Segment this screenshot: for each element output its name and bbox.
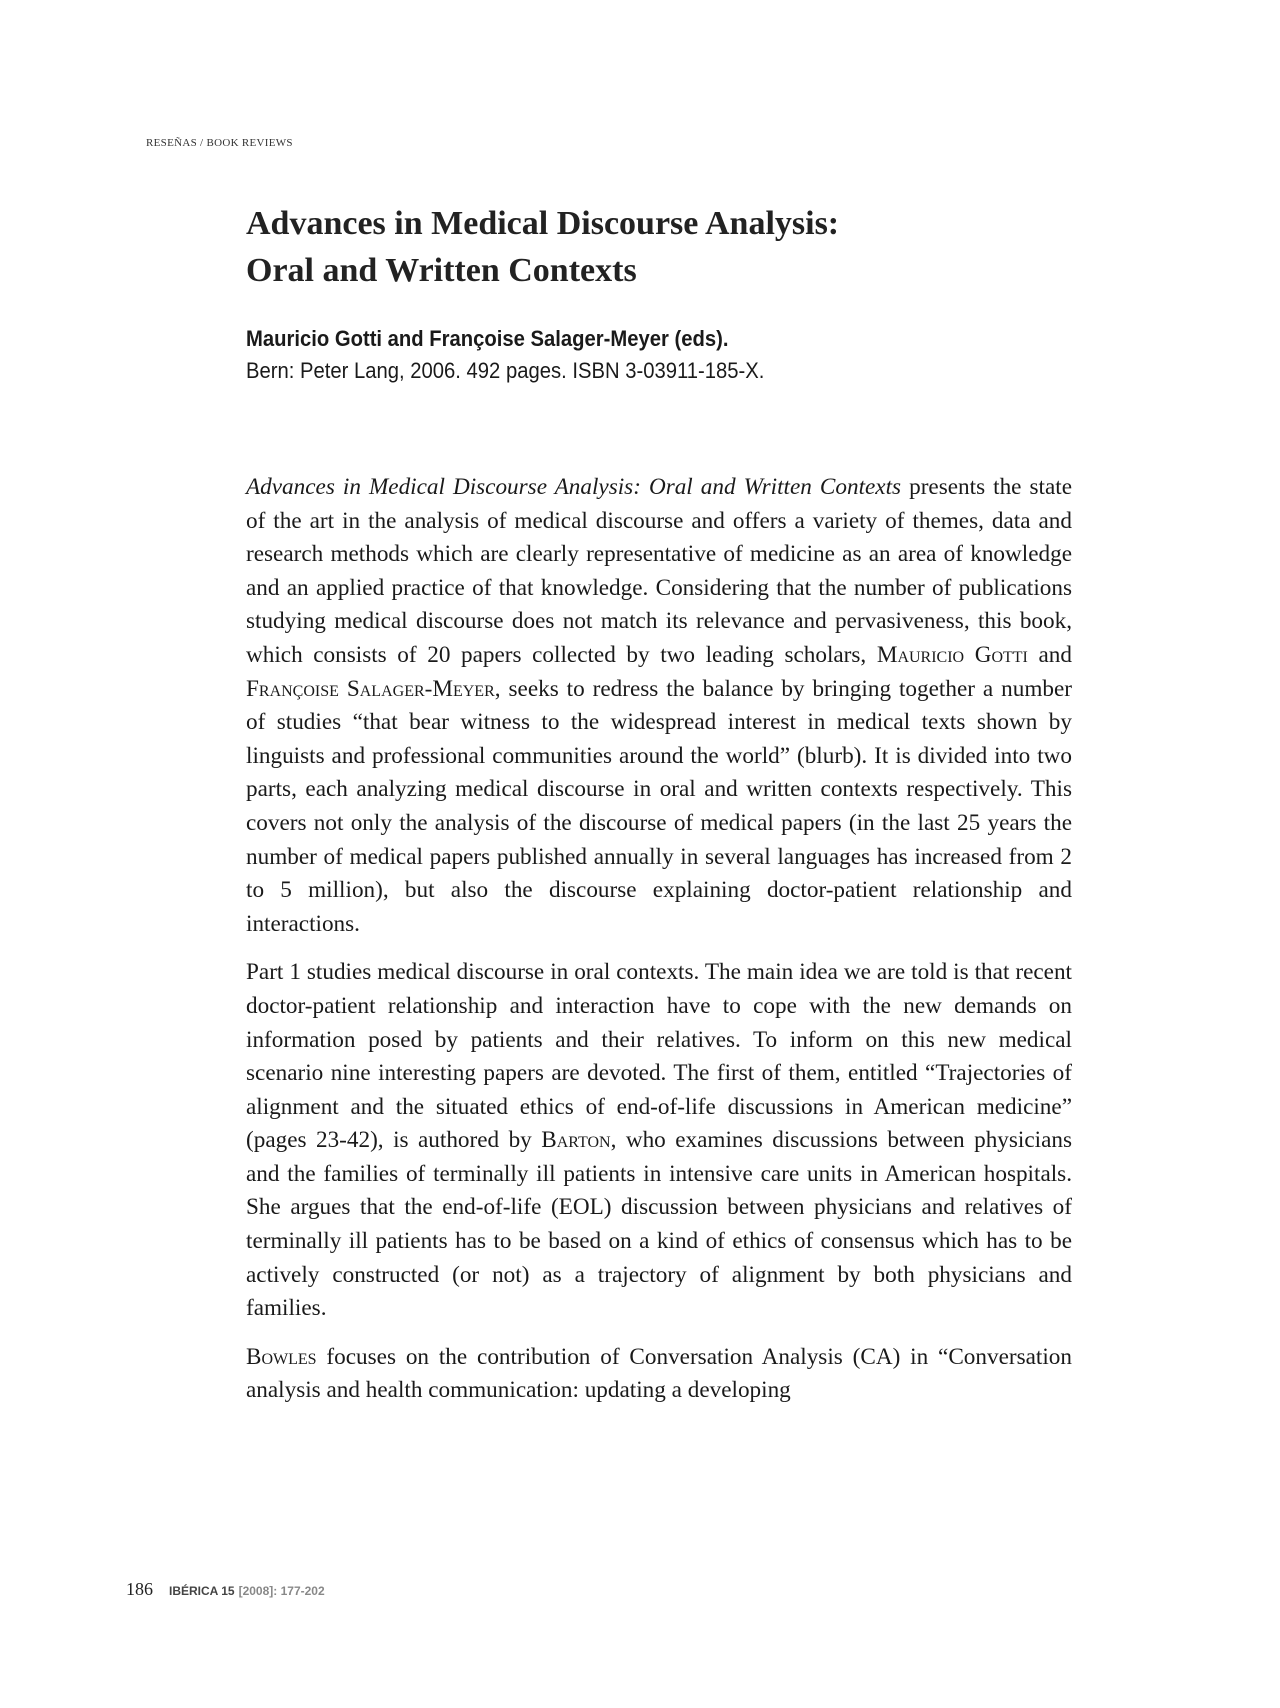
paragraph-3-text-1: focuses on the contribution of Conversation Analysis (CA) in “Conversation analysis and health communication: updating a developing xyxy=(246,1343,1072,1404)
journal-page-range: [2008]: 177-202 xyxy=(238,1584,325,1598)
paragraph-3 xyxy=(246,1341,1072,1408)
author-name-gotti: Mauricio Gotti xyxy=(876,641,1028,668)
page-footer xyxy=(126,1579,325,1600)
book-editors: Mauricio Gotti and Françoise Salager-Meyer (eds). xyxy=(246,326,729,351)
paragraph-1-text-1: presents the state of the art in the analysis of medical discourse and offers a variety of themes, data and research methods which are clearly representative of medicine as an area of knowledge and an applied practice of that knowledge. Considering that the number of publications studying medical discourse does not match its relevance and pervasiveness, this book, which consists of 20 papers collected by two leading scholars, xyxy=(246,474,1072,668)
book-metadata xyxy=(246,323,1074,387)
article-title xyxy=(246,200,1146,294)
paragraph-1-text-2: and xyxy=(1027,641,1072,668)
journal-name: IBÉRICA 15 xyxy=(169,1584,235,1598)
paragraph-2-text-2: , who examines discussions between physicians and the families of terminally ill patients in intensive care units in American hospitals. She argues that the end-of-life (EOL) discussion between physicians and relatives of terminally ill patients has to be based on a kind of ethics of consensus which has to be actively constructed (or not) as a trajectory of alignment by both physicians and families. xyxy=(246,1127,1072,1322)
author-name-salager-meyer: Françoise Salager-Meyer xyxy=(246,675,495,702)
review-body xyxy=(246,471,1072,1423)
paragraph-1 xyxy=(246,471,1072,941)
book-title-reference: Advances in Medical Discourse Analysis: Oral and Written Contexts xyxy=(246,474,902,500)
paragraph-2 xyxy=(246,956,1072,1326)
book-publication-details: Bern: Peter Lang, 2006. 492 pages. ISBN 3-03911-185-X. xyxy=(246,358,765,383)
paragraph-1-text-3: , seeks to redress the balance by bringing together a number of studies “that bear witness to the widespread interest in medical texts shown by linguists and professional communities around the world” (blurb). It is divided into two parts, each analyzing medical discourse in oral and written contexts respectively. This covers not only the analysis of the discourse of medical papers (in the last 25 years the number of medical papers published annually in several languages has increased from 2 to 5 million), but also the discourse explaining doctor-patient relationship and interactions. xyxy=(246,675,1072,937)
running-head: RESEÑAS / BOOK REVIEWS xyxy=(146,137,293,149)
article-title-line-2: Oral and Written Contexts xyxy=(246,252,637,289)
author-name-bowles: Bowles xyxy=(246,1343,317,1370)
paragraph-2-text-1: Part 1 studies medical discourse in oral contexts. The main idea we are told is that recent doctor-patient relationship and interaction have to cope with the new demands on information posed by patients and their relatives. To inform on this new medical scenario nine interesting papers are devoted. The first of them, entitled “Trajectories of alignment and the situated ethics of end-of-life discussions in American medicine” (pages 23-42), is authored by xyxy=(246,959,1072,1154)
article-title-line-1: Advances in Medical Discourse Analysis: xyxy=(246,205,840,242)
author-name-barton: Barton xyxy=(541,1127,611,1154)
page-number: 186 xyxy=(126,1579,153,1599)
